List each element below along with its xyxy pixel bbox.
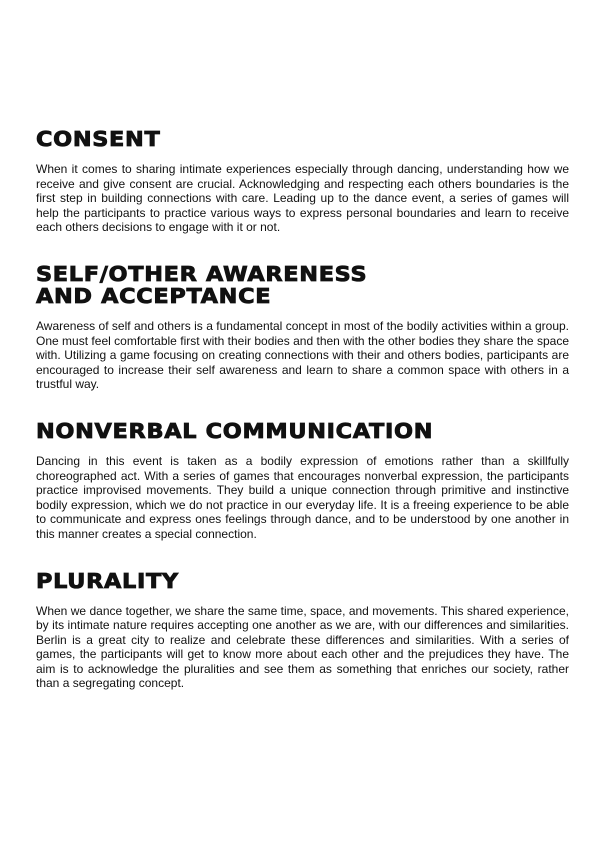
section-body: When we dance together, we share the same time, space, and movements. This shared experience, by its intimate nature requires accepting one another as we are, with our differences and similarities. Berlin is a great city to realize and celebrate these differences and similarities. With a series of games, the participants will get to know more about each other and the prejudices they have. The aim is to acknowledge the pluralities and see them as something that enriches our society, rather than a segregating concept. [36, 603, 569, 691]
section-body: When it comes to sharing intimate experiences especially through dancing, understanding how we receive and give consent are crucial. Acknowledging and respecting each others boundaries is the first step in building connections with care. Leading up to the dance event, a series of games will help the participants to practice various ways to express personal boundaries and learn to receive each others decisions to engage with it or not. [36, 162, 569, 235]
section-body: Dancing in this event is taken as a bodily expression of emotions rather than a skillfully choreographed act. With a series of games that encourages nonverbal expression, the participants practice improvised movements. They build a unique connection through primitive and instinctive bodily expression, which we do not practice in our everyday life. It is a freeing experience to be able to communicate and express ones feelings through dance, and to be understood by one another in this manner creates a special connection. [36, 453, 569, 541]
section-nonverbal-communication [36, 420, 569, 542]
section-heading [36, 420, 603, 442]
section-plurality [36, 570, 569, 692]
section-heading [36, 570, 603, 592]
section-self-other-awareness [36, 263, 569, 392]
heading-line: NONVERBAL COMMUNICATION [36, 418, 434, 443]
section-body: Awareness of self and others is a fundamental concept in most of the bodily activities within a group. One must feel comfortable first with their bodies and then with the other bodies they share the space with. Utilizing a game focusing on creating connections with their and others bodies, participants are encouraged to increase their self awareness and learn to share a common space with others in a trustful way. [36, 318, 569, 392]
heading-line: SELF/OTHER AWARENESS [36, 261, 368, 286]
heading-line: CONSENT [36, 127, 161, 151]
heading-line: AND ACCEPTANCE [36, 283, 272, 308]
section-consent [36, 128, 569, 235]
section-heading [36, 128, 603, 150]
document-page [36, 128, 569, 691]
heading-line: PLURALITY [36, 568, 179, 593]
section-heading [36, 263, 603, 307]
